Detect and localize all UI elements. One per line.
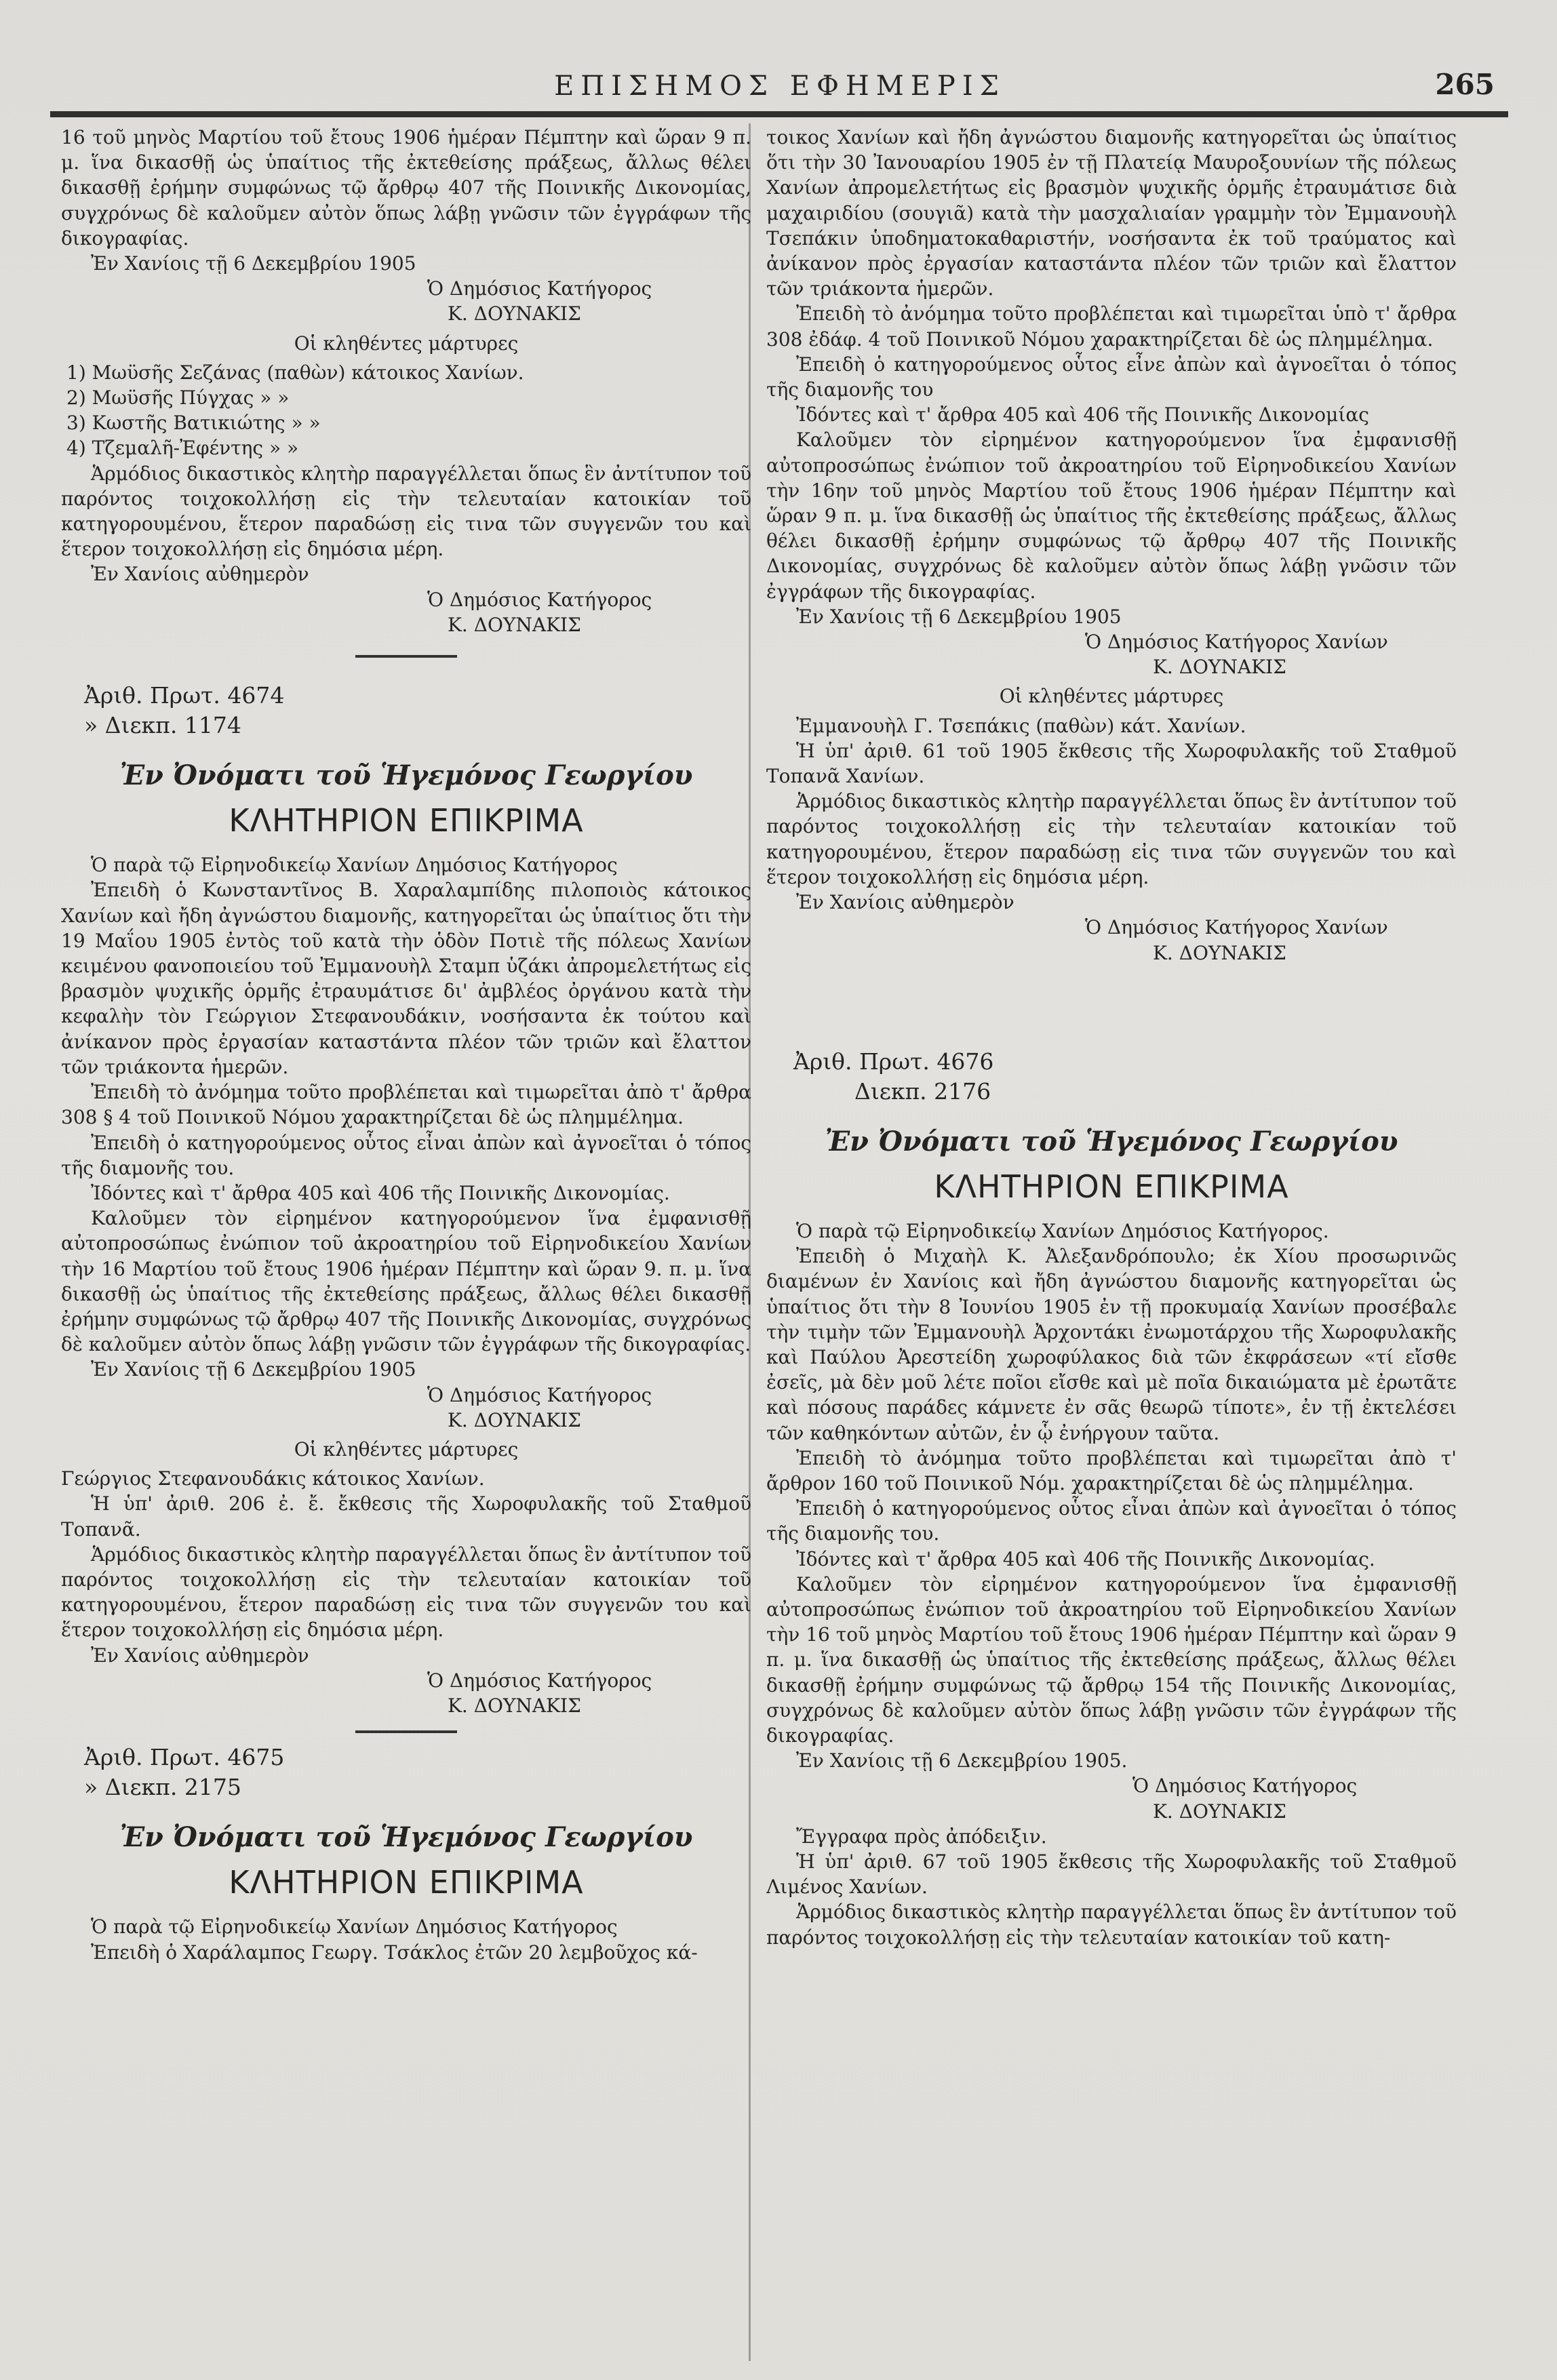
paragraph: Ἐπειδὴ ὁ Χαράλαμπος Γεωργ. Τσάκλος ἐτῶν 20 λεμβοῦχος κά- — [91, 1941, 698, 1964]
summons-title: ΚΛΗΤΗΡΙΟΝ ΕΠΙΚΡΙΜΑ — [934, 1168, 1289, 1205]
paragraph: Ἁρμόδιος δικαστικὸς κλητὴρ παραγγέλλεται ὅπως ἓν ἀντίτυπον τοῦ παρόντος τοιχοκολλήσῃ εἰς τὴν τελευταίαν κατοικίαν τοῦ κατηγορουμένου, ἕτερον παραδώσῃ εἰς τινα τῶν συγγενῶν του καὶ ἕτερον τοιχοκολλήσῃ εἰς δημόσια μέρη. — [766, 790, 1457, 888]
paragraph: Καλοῦμεν τὸν εἰρημένον κατηγορούμενον ἵνα ἐμφανισθῇ αὐτοπροσώπως ἐνώπιον τοῦ ἀκροατηρίου τοῦ Εἰρηνοδικείου Χανίων τὴν 16 τοῦ μηνὸς Μαρτίου τοῦ ἔτους 1906 ἡμέραν Πέμπτην καὶ ὥραν 9 π. μ. ἵνα δικασθῇ ὡς ὑπαίτιος τῆς ἐκτεθείσης πράξεως, ἄλλως θέλει δικασθῇ ἐρήμην συμφώνως τῷ ἄρθρῳ 154 τῆς Ποινικῆς Δικονομίας, συγχρόνως δὲ καλοῦμεν αὐτὸν ὅπως λάβῃ γνῶσιν τῶν ἐγγράφων τῆς δικογραφίας. — [766, 1572, 1457, 1747]
protocol-number: Ἀριθ. Πρωτ. 4674 — [84, 682, 285, 709]
signature-title: Ὁ Δημόσιος Κατήγορος — [427, 588, 652, 611]
signature-title: Ὁ Δημόσιος Κατήγορος — [427, 1669, 652, 1692]
paragraph: Ὁ παρὰ τῷ Εἰρηνοδικείῳ Χανίων Δημόσιος Κατήγορος — [91, 1916, 618, 1939]
right-column — [766, 125, 1457, 2356]
edict-heading: Ἐν Ὀνόματι τοῦ Ἡγεμόνος Γεωργίου — [119, 759, 693, 792]
witness-heading: Οἱ κληθέντες μάρτυρες — [294, 332, 519, 355]
paragraph: Ὁ παρὰ τῷ Εἰρηνοδικείῳ Χανίων Δημόσιος Κατήγορος. — [796, 1219, 1329, 1242]
paragraph: Ὁ παρὰ τῷ Εἰρηνοδικείῳ Χανίων Δημόσιος Κατήγορος — [91, 854, 618, 877]
signature-name: Κ. ΔΟΥΝΑΚΙΣ — [448, 1408, 581, 1431]
date-line: Ἐν Χανίοις τῇ 6 Δεκεμβρίου 1905. — [796, 1749, 1128, 1772]
paragraph: Ἡ ὑπ' ἀριθ. 61 τοῦ 1905 ἔκθεσις τῆς Χωροφυλακῆς τοῦ Σταθμοῦ Τοπανᾶ Χανίων. — [766, 739, 1457, 788]
edict-heading: Ἐν Ὀνόματι τοῦ Ἡγεμόνος Γεωργίου — [119, 1821, 693, 1854]
paragraph: Ἰδόντες καὶ τ' ἄρθρα 405 καὶ 406 τῆς Ποινικῆς Δικονομίας. — [91, 1181, 670, 1204]
summons-title: ΚΛΗΤΗΡΙΟΝ ΕΠΙΚΡΙΜΑ — [229, 1864, 584, 1901]
witness-list — [61, 360, 751, 461]
list-item: 1) Μωϋσῆς Σεζάνας (παθὼν) κάτοικος Χανίων. — [66, 361, 524, 384]
paragraph: Ἁρμόδιος δικαστικὸς κλητὴρ παραγγέλλεται ὅπως ἓν ἀντίτυπον τοῦ παρόντος τοιχοκολλήσῃ εἰς τὴν τελευταίαν κατοικίαν τοῦ κατη- — [766, 1901, 1457, 1949]
paragraph: Ἁρμόδιος δικαστικὸς κλητὴρ παραγγέλλεται ὅπως ἓν ἀντίτυπον τοῦ παρόντος τοιχοκολλήσῃ εἰς τὴν τελευταίαν κατοικίαν τοῦ κατηγορουμένου, ἕτερον παραδώσῃ εἰς τινα τῶν συγγενῶν του καὶ ἕτερον τοιχοκολλήσῃ εἰς δημόσια μέρη. — [61, 462, 751, 561]
paragraph: Ἐπειδὴ τὸ ἀνόμημα τοῦτο προβλέπεται καὶ τιμωρεῖται ἀπὸ τ' ἄρθρα 308 § 4 τοῦ Ποινικοῦ Νόμου χαρακτηρίζεται δὲ ὡς πλημμέλημα. — [61, 1081, 751, 1129]
date-line: Ἐν Χανίοις τῇ 6 Δεκεμβρίου 1905 — [91, 252, 416, 275]
paragraph: Ἐπειδὴ ὁ κατηγορούμενος οὗτος εἶνε ἀπὼν καὶ ἀγνοεῖται ὁ τόπος τῆς διαμονῆς του — [766, 353, 1457, 401]
protocol-number: Ἀριθ. Πρωτ. 4675 — [84, 1744, 285, 1771]
protocol-number: Ἀριθ. Πρωτ. 4676 — [793, 1048, 994, 1075]
dispatch-number: » Διεκπ. 1174 — [84, 712, 241, 739]
section-rule — [355, 655, 457, 658]
paragraph: Ἰδόντες καὶ τ' ἄρθρα 405 καὶ 406 τῆς Ποινικῆς Δικονομίας — [796, 403, 1369, 427]
paragraph: Καλοῦμεν τὸν εἰρημένον κατηγορούμενον ἵνα ἐμφανισθῇ αὐτοπροσώπως ἐνώπιον τοῦ ἀκροατηρίου τοῦ Εἰρηνοδικείου Χανίων τὴν 16ην τοῦ μηνὸς Μαρτίου τοῦ ἔτους 1906 ἡμέραν Πέμπτην καὶ ὥραν 9 π. μ. ἵνα δικασθῇ ὡς ὑπαίτιος τῆς ἐκτεθείσης πράξεως, ἄλλως θέλει δικασθῇ ἐρήμην συμφώνως τῷ ἄρθρῳ 407 τῆς Ποινικῆς Δικονομίας, συγχρόνως δὲ καλοῦμεν αὐτὸν ὅπως λάβῃ γνῶσιν τῶν ἐγγράφων τῆς δικογραφίας. — [766, 429, 1457, 603]
left-column — [61, 125, 751, 2356]
edict-heading: Ἐν Ὀνόματι τοῦ Ἡγεμόνος Γεωργίου — [825, 1125, 1398, 1157]
dispatch-number: » Διεκπ. 2175 — [84, 1774, 241, 1801]
evidence-heading: Ἔγγραφα πρὸς ἀπόδειξιν. — [796, 1825, 1047, 1848]
paragraph: Ἐπειδὴ ὁ Κωνσταντῖνος Β. Χαραλαμπίδης πιλοποιὸς κάτοικος Χανίων καὶ ἤδη ἀγνώστου διαμονῆς, κατηγορεῖται ὡς ὑπαίτιος ὅτι τὴν 19 Μαΐου 1905 ἐντὸς τοῦ κατὰ τὴν ὁδὸν Ποτιὲ τῆς πόλεως Χανίων κειμένου φανοποιείου τοῦ Ἐμμανουὴλ Σταμπ ὑζάκι ἀπρομελετήτως εἰς βρασμὸν ψυχικῆς ὁρμῆς ἐτραυμάτισε δι' ἀμβλέος ὀργάνου κατὰ τὴν κεφαλὴν τὸν Γεώργιον Στεφανουδάκιν, νοσήσαντα ἐκ τούτου καὶ ἀνίκανον πρὸς ἐργασίαν καταστάντα πλέον τῶν τριῶν καὶ ἔλαττον τῶν τριάκοντα ἡμερῶν. — [61, 879, 751, 1078]
signature-title: Ὁ Δημόσιος Κατήγορος — [427, 1383, 652, 1406]
list-item: 2) Μωϋσῆς Πύγχας » » — [66, 386, 290, 410]
list-item: 4) Τζεμαλῆ-Ἐφέντης » » — [66, 437, 299, 460]
date-line: Ἐν Χανίοις αὐθημερὸν — [91, 1644, 309, 1667]
signature-title: Ὁ Δημόσιος Κατήγορος — [427, 277, 652, 300]
signature-name: Κ. ΔΟΥΝΑΚΙΣ — [1153, 1800, 1286, 1823]
witness-heading: Οἱ κληθέντες μάρτυρες — [294, 1437, 519, 1461]
paragraph: Καλοῦμεν τὸν εἰρημένον κατηγορούμενον ἵνα ἐμφανισθῇ αὐτοπροσώπως ἐνώπιον τοῦ ἀκροατηρίου τοῦ Εἰρηνοδικείου Χανίων τὴν 16 Μαρτίου τοῦ ἔτους 1906 ἡμέραν Πέμπτην καὶ ὥραν 9. π. μ. ἵνα δικασθῇ ὡς ὑπαίτιος τῆς ἐκτεθείσης πράξεως, ἄλλως θέλει δικασθῇ ἐρήμην συμφώνως τῷ ἄρθρῳ 407 τῆς Ποινικῆς Δικονομίας, συγχρόνως δὲ καλοῦμεν αὐτὸν ὅπως λάβῃ γνῶσιν τῶν ἐγγράφων τῆς δικογραφίας. — [61, 1207, 751, 1356]
paragraph: Ἐπειδὴ ὁ κατηγορούμενος οὗτος εἶναι ἀπὼν καὶ ἀγνοεῖται ὁ τόπος τῆς διαμονῆς του. — [766, 1497, 1457, 1545]
section-rule — [355, 1730, 457, 1733]
list-item: Ἐμμανουὴλ Γ. Τσεπάκις (παθὼν) κάτ. Χανίων. — [796, 714, 1246, 737]
paragraph: Ἐπειδὴ τὸ ἀνόμημα τοῦτο προβλέπεται καὶ τιμωρεῖται ὑπὸ τ' ἄρθρα 308 ἐδάφ. 4 τοῦ Ποινικοῦ Νόμου χαρακτηρίζεται δὲ ὡς πλημμέλημα. — [766, 302, 1457, 351]
list-item: Γεώργιος Στεφανουδάκις κάτοικος Χανίων. — [61, 1467, 485, 1490]
dispatch-number: Διεκπ. 2176 — [854, 1077, 991, 1105]
summons-title: ΚΛΗΤΗΡΙΟΝ ΕΠΙΚΡΙΜΑ — [229, 802, 584, 839]
signature-title: Ὁ Δημόσιος Κατήγορος — [1132, 1774, 1358, 1798]
paragraph: Ἡ ὑπ' ἀριθ. 67 τοῦ 1905 ἔκθεσις τῆς Χωροφυλακῆς τοῦ Σταθμοῦ Λιμένος Χανίων. — [766, 1850, 1457, 1899]
list-item: 3) Κωστῆς Βατικιώτης » » — [66, 412, 321, 435]
paragraph: τοικος Χανίων καὶ ἤδη ἀγνώστου διαμονῆς κατηγορεῖται ὡς ὑπαίτιος ὅτι τὴν 30 Ἰανουαρίου 1905 ἐν τῇ Πλατείᾳ Μαυροξουνίων τῆς πόλεως Χανίων ἀπρομελετήτως εἰς βρασμὸν ψυχικῆς ὁρμῆς ἐτραυμάτισε διὰ μαχαιριδίου (σουγιᾶ) κατὰ τὴν μασχαλιαίαν γραμμὴν τὸν Ἐμμανουὴλ Τσεπάκιν ὑποδηματοκαθαριστήν, νοσήσαντα ἐκ τοῦ τραύματος καὶ ἀνίκανον πρὸς ἐργασίαν καταστάντα πλέον τῶν τριῶν καὶ ἔλαττον τῶν τριάκοντα ἡμερῶν. — [766, 126, 1457, 300]
signature-title: Ὁ Δημόσιος Κατήγορος Χανίων — [1085, 916, 1388, 939]
paragraph: Ἡ ὑπ' ἀριθ. 206 ἐ. ἔ. ἔκθεσις τῆς Χωροφυλακῆς τοῦ Σταθμοῦ Τοπανᾶ. — [61, 1492, 751, 1541]
newspaper-title: ΕΠΙΣΗΜΟΣ ΕΦΗΜΕΡΙΣ — [554, 71, 1006, 102]
signature-name: Κ. ΔΟΥΝΑΚΙΣ — [448, 613, 581, 636]
paragraph: Ἰδόντες καὶ τ' ἄρθρα 405 καὶ 406 τῆς Ποινικῆς Δικονομίας. — [796, 1547, 1375, 1570]
witness-heading: Οἱ κληθέντες μάρτυρες — [999, 685, 1224, 708]
paragraph: Ἐπειδὴ τὸ ἀνόμημα τοῦτο προβλέπεται καὶ τιμωρεῖται ἀπὸ τ' ἄρθρον 160 τοῦ Ποινικοῦ Νόμ. χαρακτηρίζεται δὲ ὡς πλημμέλημα. — [766, 1446, 1457, 1494]
signature-title: Ὁ Δημόσιος Κατήγορος Χανίων — [1085, 631, 1388, 654]
date-line: Ἐν Χανίοις αὐθημερὸν — [796, 891, 1014, 914]
signature-name: Κ. ΔΟΥΝΑΚΙΣ — [1153, 941, 1286, 964]
paragraph: Ἁρμόδιος δικαστικὸς κλητὴρ παραγγέλλεται ὅπως ἓν ἀντίτυπον τοῦ παρόντος τοιχοκολλήσῃ εἰς τὴν τελευταίαν κατοικίαν τοῦ κατηγορουμένου, ἕτερον παραδώσῃ εἰς τινα τῶν συγγενῶν του καὶ ἕτερον τοιχοκολλήσῃ εἰς δημόσια μέρη. — [61, 1543, 751, 1642]
paragraph: Ἐπειδὴ ὁ κατηγορούμενος οὗτος εἶναι ἀπὼν καὶ ἀγνοεῖται ὁ τόπος τῆς διαμονῆς του. — [61, 1131, 751, 1179]
signature-name: Κ. ΔΟΥΝΑΚΙΣ — [1153, 656, 1286, 679]
date-line: Ἐν Χανίοις αὐθημερὸν — [91, 563, 309, 586]
paragraph: Ἐπειδὴ ὁ Μιχαὴλ Κ. Ἀλεξανδρόπουλο; ἐκ Χίου προσωρινῶς διαμένων ἐν Χανίοις καὶ ἤδη ἀγνώστου διαμονῆς κατηγορεῖται ὡς ὑπαίτιος ὅτι τὴν 8 Ἰουνίου 1905 ἐν τῇ προκυμαίᾳ Χανίων προσέβαλε τὴν τιμὴν τῶν Ἐμμανουὴλ Ἀρχοντάκι ἐνωμοτάρχου τῆς Χωροφυλακῆς καὶ Παύλου Ἀρεστείδη χωροφύλακος διὰ τῶν ἐκφράσεων «τί εἴσθε ἐσεῖς, μὰ δὲν μοῦ λέτε ποῖοι εἴσθε καὶ μὲ ποῖα δικαιώματα μὲ ἐρωτᾶτε καὶ πόσους παράδες κάμνετε ἐν σᾶς θεωρῶ τίποτε», ἐν τῇ ἐκτελέσει τῶν καθηκόντων αὐτῶν, ἐν ᾧ ἐνήργουν ταῦτα. — [766, 1245, 1457, 1444]
signature-name: Κ. ΔΟΥΝΑΚΙΣ — [448, 302, 581, 325]
date-line: Ἐν Χανίοις τῇ 6 Δεκεμβρίου 1905 — [796, 605, 1122, 628]
paragraph: 16 τοῦ μηνὸς Μαρτίου τοῦ ἔτους 1906 ἡμέραν Πέμπτην καὶ ὥραν 9 π. μ. ἵνα δικασθῇ ὡς ὑπαίτιος τῆς ἐκτεθείσης πράξεως, ἄλλως θέλει δικασθῇ ἐρήμην συμφώνως τῷ ἄρθρῳ 407 τῆς Ποινικῆς Δικονομίας, συγχρόνως δὲ καλοῦμεν αὐτὸν ὅπως λάβῃ γνῶσιν τῶν ἐγγράφων τῆς δικογραφίας. — [61, 126, 751, 250]
signature-name: Κ. ΔΟΥΝΑΚΙΣ — [448, 1694, 581, 1717]
page-header — [47, 60, 1512, 107]
date-line: Ἐν Χανίοις τῇ 6 Δεκεμβρίου 1905 — [91, 1358, 416, 1381]
spacer — [766, 966, 1457, 1047]
header-rule — [50, 111, 1508, 117]
page-number: 265 — [1435, 68, 1495, 101]
